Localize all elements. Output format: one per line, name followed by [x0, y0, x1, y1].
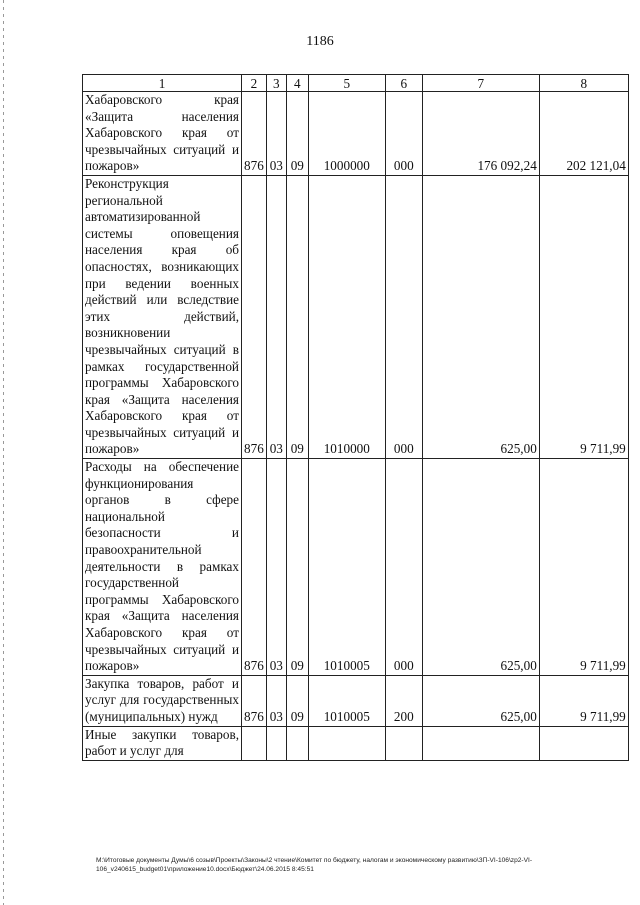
row-expense-type: 000	[385, 459, 422, 676]
row-section-code: 03	[266, 175, 286, 458]
row-subsection-code	[286, 726, 308, 760]
table-row	[83, 175, 629, 458]
row-subsection-code: 09	[286, 92, 308, 176]
row-amount-2: 202 121,04	[539, 92, 628, 176]
page-number: 1186	[306, 34, 334, 49]
table-row	[83, 459, 629, 676]
row-ministry-code	[242, 726, 267, 760]
header-cell-5: 5	[308, 75, 385, 92]
table-row	[83, 675, 629, 726]
row-name: Хабаровского края «Защита населения Хабаровского края от чрезвычайных ситуаций и пожаров»	[83, 92, 242, 176]
table-row	[83, 726, 629, 760]
header-cell-7: 7	[422, 75, 539, 92]
row-section-code: 03	[266, 92, 286, 176]
row-target-code	[308, 726, 385, 760]
row-amount-1: 176 092,24	[422, 92, 539, 176]
table-header-row	[83, 75, 629, 92]
file-path-footer: M:\Итоговые документы Думы\6 созыв\Проекты\Законы\2 чтение\Комитет по бюджету, налогам и экономическому развитию\ЗП-VI-106\zp2-VI-106_v240615_budget01\приложение10.docx\Бюджет\24.06.2015 8:45:51	[96, 857, 533, 873]
row-subsection-code: 09	[286, 459, 308, 676]
row-ministry-code: 876	[242, 675, 267, 726]
row-expense-type: 200	[385, 675, 422, 726]
header-cell-6: 6	[385, 75, 422, 92]
row-target-code: 1010005	[308, 675, 385, 726]
row-name: Расходы на обеспечение функционирования органов в сфере национальной безопасности и правоохранительной деятельности в рамках государственной программы Хабаровского края «Защита населения Хабаровского края от чрезвычайных ситуаций и пожаров»	[83, 459, 242, 676]
row-expense-type	[385, 726, 422, 760]
row-amount-1: 625,00	[422, 459, 539, 676]
row-section-code: 03	[266, 675, 286, 726]
header-cell-8: 8	[539, 75, 628, 92]
row-name: Закупка товаров, работ и услуг для государственных (муниципальных) нужд	[83, 675, 242, 726]
row-subsection-code: 09	[286, 175, 308, 458]
row-target-code: 1010005	[308, 459, 385, 676]
row-amount-1: 625,00	[422, 675, 539, 726]
row-expense-type: 000	[385, 175, 422, 458]
row-ministry-code: 876	[242, 459, 267, 676]
header-cell-2: 2	[242, 75, 267, 92]
header-cell-4: 4	[286, 75, 308, 92]
table-row	[83, 92, 629, 176]
row-name: Реконструкция региональной автоматизированной системы оповещения населения края об опасностях, возникающих при ведении военных действий или вследствие этих действий, возникновении чрезвычайных ситуаций в рамках государственной программы Хабаровского края «Защита населения Хабаровского края от чрезвычайных ситуаций и пожаров»	[83, 175, 242, 458]
row-amount-1	[422, 726, 539, 760]
row-ministry-code: 876	[242, 92, 267, 176]
row-section-code: 03	[266, 459, 286, 676]
row-amount-1: 625,00	[422, 175, 539, 458]
row-amount-2: 9 711,99	[539, 175, 628, 458]
row-amount-2	[539, 726, 628, 760]
row-amount-2: 9 711,99	[539, 675, 628, 726]
row-subsection-code: 09	[286, 675, 308, 726]
scan-edge-line	[3, 0, 4, 905]
row-target-code: 1000000	[308, 92, 385, 176]
header-cell-3: 3	[266, 75, 286, 92]
row-target-code: 1010000	[308, 175, 385, 458]
row-ministry-code: 876	[242, 175, 267, 458]
row-expense-type: 000	[385, 92, 422, 176]
row-amount-2: 9 711,99	[539, 459, 628, 676]
row-section-code	[266, 726, 286, 760]
budget-table	[82, 74, 629, 761]
row-name: Иные закупки товаров, работ и услуг для	[83, 726, 242, 760]
header-cell-1: 1	[83, 75, 242, 92]
